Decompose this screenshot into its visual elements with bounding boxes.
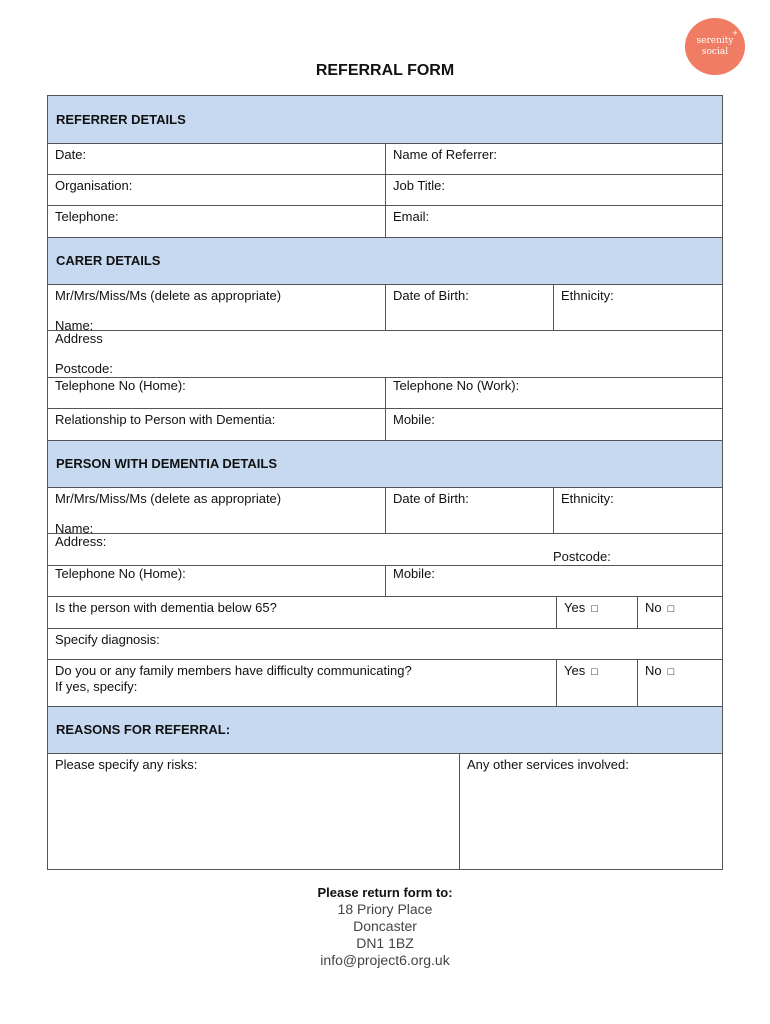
reasons-row	[48, 753, 722, 870]
communicating-label: Do you or any family members have difficulty communicating?	[55, 663, 412, 678]
carer-dob-label: Date of Birth:	[393, 288, 469, 303]
person-row-diagnosis	[48, 628, 722, 659]
date-field[interactable]	[48, 144, 385, 174]
person-address-field[interactable]	[48, 534, 722, 565]
communicating-yes-label: Yes	[564, 663, 586, 678]
person-row-name	[48, 487, 722, 536]
email-label: Email:	[393, 209, 430, 224]
carer-title-choice: Mr/Mrs/Miss/Ms (delete as appropriate)	[55, 288, 282, 303]
relationship-field[interactable]	[48, 409, 385, 440]
telephone-label: Telephone:	[55, 209, 119, 224]
communicating-no-label: No	[645, 663, 662, 678]
telephone-field[interactable]	[48, 206, 385, 237]
person-name-field[interactable]	[48, 488, 385, 536]
relationship-label: Relationship to Person with Dementia:	[55, 412, 276, 427]
carer-row-address	[48, 330, 722, 377]
person-title-choice: Mr/Mrs/Miss/Ms (delete as appropriate)	[55, 491, 282, 506]
communicating-no-option[interactable]	[637, 660, 722, 706]
person-row-address	[48, 533, 722, 565]
person-address-label: Address:	[55, 534, 107, 549]
risks-field[interactable]	[48, 754, 459, 870]
carer-row-relationship	[48, 408, 722, 440]
referrer-row-telephone	[48, 205, 722, 237]
logo-line2: social	[701, 46, 729, 57]
referrer-details-heading: REFERRER DETAILS	[56, 112, 186, 127]
person-mobile-field[interactable]	[385, 566, 722, 596]
person-dob-label: Date of Birth:	[393, 491, 469, 506]
person-row-below65	[48, 596, 722, 628]
carer-ethnicity-field[interactable]	[553, 285, 722, 330]
carer-tel-home-field[interactable]	[48, 378, 385, 408]
referrer-row-organisation	[48, 174, 722, 205]
person-details-header	[48, 440, 722, 487]
person-ethnicity-label: Ethnicity:	[561, 491, 614, 506]
carer-tel-work-label: Telephone No (Work):	[393, 378, 520, 393]
carer-mobile-label: Mobile:	[393, 412, 435, 427]
person-dob-field[interactable]	[385, 488, 553, 533]
referrer-details-header	[48, 96, 722, 143]
person-tel-home-field[interactable]	[48, 566, 385, 596]
below65-yes-label: Yes	[564, 600, 586, 615]
form-title: REFERRAL FORM	[315, 62, 455, 79]
carer-details-header	[48, 237, 722, 284]
below65-yes-option[interactable]	[556, 597, 637, 628]
carer-ethnicity-label: Ethnicity:	[561, 288, 614, 303]
person-mobile-label: Mobile:	[393, 566, 435, 581]
communicating-yes-option[interactable]	[556, 660, 637, 706]
person-row-communicating	[48, 659, 722, 706]
below65-no-checkbox[interactable]: □	[667, 603, 675, 615]
address-line1: 18 Priory Place	[337, 901, 433, 917]
carer-tel-work-field[interactable]	[385, 378, 722, 408]
diagnosis-field[interactable]	[48, 629, 722, 659]
communicating-yes-checkbox[interactable]: □	[591, 666, 598, 678]
carer-row-name	[48, 284, 722, 333]
carer-address-label: Address	[55, 331, 103, 346]
person-details-heading: PERSON WITH DEMENTIA DETAILS	[56, 456, 277, 471]
below65-no-label: No	[645, 600, 662, 615]
carer-name-field[interactable]	[48, 285, 385, 333]
services-field[interactable]	[459, 754, 722, 870]
person-postcode-label: Postcode:	[553, 549, 611, 564]
name-of-referrer-label: Name of Referrer:	[393, 147, 498, 162]
address-postcode: DN1 1BZ	[356, 935, 414, 951]
person-row-telephone	[48, 565, 722, 596]
email-field[interactable]	[385, 206, 722, 237]
job-title-label: Job Title:	[393, 178, 446, 193]
carer-tel-home-label: Telephone No (Home):	[55, 378, 186, 393]
organisation-label: Organisation:	[55, 178, 133, 193]
name-of-referrer-field[interactable]	[385, 144, 722, 174]
carer-name-label: Name:	[55, 318, 94, 333]
below65-label: Is the person with dementia below 65?	[55, 600, 277, 615]
below65-yes-checkbox[interactable]: □	[591, 603, 598, 615]
below65-no-option[interactable]	[637, 597, 722, 628]
logo-line1: serenity	[696, 35, 734, 46]
carer-mobile-field[interactable]	[385, 409, 722, 440]
carer-details-heading: CARER DETAILS	[56, 253, 161, 268]
carer-row-telephone	[48, 377, 722, 408]
carer-dob-field[interactable]	[385, 285, 553, 330]
referrer-row-date	[48, 143, 722, 174]
below65-question	[48, 597, 556, 628]
referral-form-table	[47, 95, 723, 870]
reasons-heading: REASONS FOR REFERRAL:	[56, 722, 231, 737]
if-yes-label: If yes, specify:	[55, 679, 138, 694]
carer-postcode-label: Postcode:	[55, 361, 113, 376]
risks-label: Please specify any risks:	[55, 757, 198, 772]
return-address-block	[0, 884, 770, 969]
organisation-field[interactable]	[48, 175, 385, 205]
person-ethnicity-field[interactable]	[553, 488, 722, 533]
diagnosis-label: Specify diagnosis:	[55, 632, 160, 647]
services-label: Any other services involved:	[467, 757, 629, 772]
communicating-no-checkbox[interactable]: □	[667, 666, 675, 678]
job-title-field[interactable]	[385, 175, 722, 205]
carer-address-field[interactable]	[48, 331, 722, 377]
person-name-label: Name:	[55, 521, 94, 536]
return-label: Please return form to:	[317, 885, 453, 900]
person-tel-home-label: Telephone No (Home):	[55, 566, 186, 581]
date-label: Date:	[55, 147, 87, 162]
contact-email: info@project6.org.uk	[320, 952, 450, 968]
address-line2: Doncaster	[353, 918, 417, 934]
communicating-field[interactable]	[48, 660, 556, 706]
reasons-header	[48, 706, 722, 753]
logo-star: +	[732, 29, 738, 37]
